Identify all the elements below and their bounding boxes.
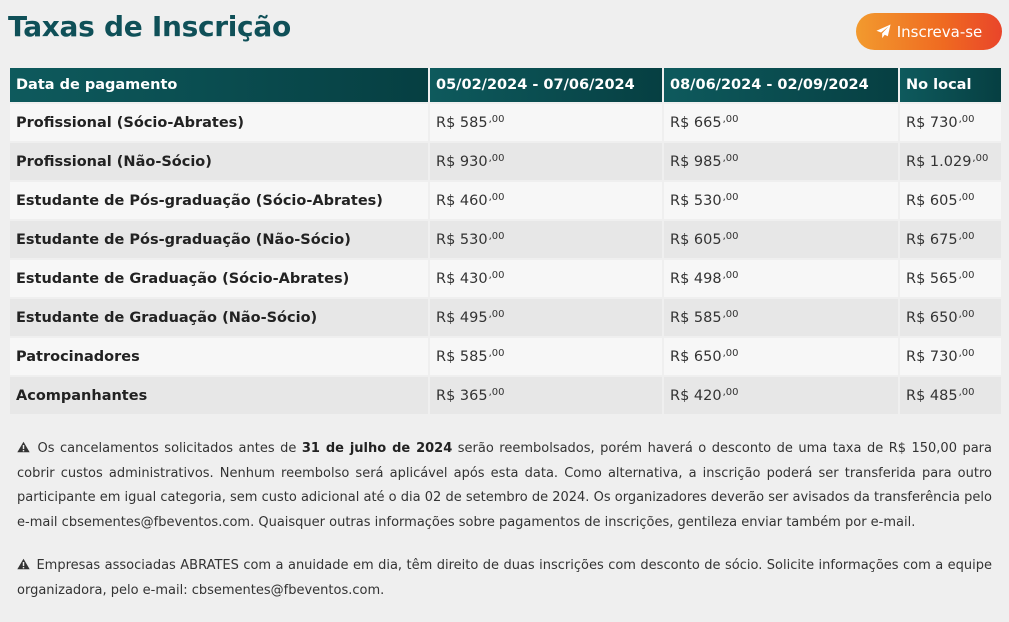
- price-cell: [900, 260, 1001, 297]
- price-cell: [664, 299, 898, 336]
- price-cell: [664, 221, 898, 258]
- price-cents: ,00: [958, 192, 975, 203]
- price-cents: ,00: [972, 153, 989, 164]
- price-cents: ,00: [722, 387, 739, 398]
- price-value: R$ 1.029: [906, 154, 972, 170]
- price-cell: [900, 143, 1001, 180]
- price-cell: [430, 377, 662, 414]
- category-cell: Estudante de Pós-graduação (Não-Sócio): [10, 221, 428, 258]
- price-cell: [900, 377, 1001, 414]
- price-cents: ,00: [722, 114, 739, 125]
- table-header-row: [10, 68, 1001, 102]
- price-value: R$ 675: [906, 232, 958, 248]
- price-value: R$ 485: [906, 388, 958, 404]
- table-row: [10, 104, 1001, 141]
- price-cell: [664, 377, 898, 414]
- price-value: R$ 420: [670, 388, 722, 404]
- category-cell: Patrocinadores: [10, 338, 428, 375]
- price-cell: [430, 221, 662, 258]
- price-value: R$ 530: [670, 193, 722, 209]
- price-cents: ,00: [958, 387, 975, 398]
- category-cell: Estudante de Pós-graduação (Sócio-Abrates): [10, 182, 428, 219]
- price-value: R$ 730: [906, 349, 958, 365]
- price-cents: ,00: [488, 387, 505, 398]
- price-cell: [664, 260, 898, 297]
- price-cents: ,00: [958, 309, 975, 320]
- table-row: [10, 143, 1001, 180]
- price-value: R$ 498: [670, 271, 722, 287]
- price-cents: ,00: [488, 231, 505, 242]
- cancellation-note: [17, 437, 992, 535]
- price-cents: ,00: [958, 348, 975, 359]
- price-cell: [430, 104, 662, 141]
- price-value: R$ 665: [670, 115, 722, 131]
- register-button-label: Inscreva-se: [896, 22, 983, 41]
- price-cents: ,00: [958, 114, 975, 125]
- table-row: [10, 221, 1001, 258]
- price-cents: ,00: [958, 270, 975, 281]
- price-cell: [664, 338, 898, 375]
- price-value: R$ 605: [906, 193, 958, 209]
- table-row: [10, 338, 1001, 375]
- price-cents: ,00: [488, 192, 505, 203]
- price-value: R$ 585: [436, 349, 488, 365]
- price-cents: ,00: [722, 153, 739, 164]
- register-button[interactable]: [856, 13, 1002, 50]
- price-value: R$ 530: [436, 232, 488, 248]
- price-cell: [664, 143, 898, 180]
- price-cell: [430, 299, 662, 336]
- price-cents: ,00: [488, 114, 505, 125]
- price-value: R$ 365: [436, 388, 488, 404]
- price-value: R$ 460: [436, 193, 488, 209]
- price-cell: [664, 182, 898, 219]
- table-header-cell: 05/02/2024 - 07/06/2024: [430, 68, 662, 102]
- price-value: R$ 605: [670, 232, 722, 248]
- fees-table: [8, 66, 1003, 416]
- price-cell: [430, 338, 662, 375]
- price-value: R$ 585: [670, 310, 722, 326]
- price-value: R$ 650: [906, 310, 958, 326]
- table-row: [10, 182, 1001, 219]
- table-row: [10, 377, 1001, 414]
- price-cents: ,00: [722, 231, 739, 242]
- price-cell: [430, 143, 662, 180]
- category-cell: Estudante de Graduação (Sócio-Abrates): [10, 260, 428, 297]
- price-cell: [900, 299, 1001, 336]
- notes-section: [17, 437, 992, 622]
- price-cell: [664, 104, 898, 141]
- cancellation-deadline: 31 de julho de 2024: [301, 441, 453, 456]
- warning-icon: [17, 558, 30, 570]
- price-cents: ,00: [722, 309, 739, 320]
- category-cell: Profissional (Não-Sócio): [10, 143, 428, 180]
- price-value: R$ 985: [670, 154, 722, 170]
- warning-icon: [17, 441, 30, 453]
- price-cents: ,00: [722, 192, 739, 203]
- price-cell: [900, 104, 1001, 141]
- price-value: R$ 565: [906, 271, 958, 287]
- page-title: Taxas de Inscrição: [8, 10, 291, 43]
- price-cents: ,00: [722, 348, 739, 359]
- category-cell: Acompanhantes: [10, 377, 428, 414]
- price-cents: ,00: [722, 270, 739, 281]
- price-cell: [900, 182, 1001, 219]
- price-cell: [430, 260, 662, 297]
- category-cell: Profissional (Sócio-Abrates): [10, 104, 428, 141]
- table-header-cell: No local: [900, 68, 1001, 102]
- price-cents: ,00: [488, 270, 505, 281]
- paper-plane-icon: [876, 24, 891, 39]
- price-cents: ,00: [488, 348, 505, 359]
- price-value: R$ 730: [906, 115, 958, 131]
- cancellation-text-start: Os cancelamentos solicitados antes de: [37, 441, 302, 456]
- price-cell: [430, 182, 662, 219]
- price-cents: ,00: [488, 153, 505, 164]
- companies-text: Empresas associadas ABRATES com a anuidade em dia, têm direito de duas inscrições com desconto de sócio. Solicite informações com a equipe organizadora, pelo e-mail: cbsementes@fbeventos.com.: [17, 558, 992, 598]
- price-cents: ,00: [488, 309, 505, 320]
- price-value: R$ 930: [436, 154, 488, 170]
- table-header-cell: Data de pagamento: [10, 68, 428, 102]
- price-value: R$ 495: [436, 310, 488, 326]
- category-cell: Estudante de Graduação (Não-Sócio): [10, 299, 428, 336]
- table-row: [10, 260, 1001, 297]
- price-cell: [900, 221, 1001, 258]
- price-value: R$ 585: [436, 115, 488, 131]
- table-row: [10, 299, 1001, 336]
- price-value: R$ 430: [436, 271, 488, 287]
- cancellation-text-end: serão reembolsados, porém haverá o desconto de uma taxa de R$ 150,00 para cobrir custos administrativos. Nenhum reembolso será aplicável após esta data. Como alternativa, a inscrição poderá ser transferida para outro participante em igual categoria, sem custo adicional até o dia 02 de setembro de 2024. Os organizadores deverão ser avisados da transferência pelo e-mail cbsementes@fbeventos.com. Quaisquer outras informações sobre pagamentos de inscrições, gentileza enviar também por e-mail.: [17, 441, 992, 530]
- table-header-cell: 08/06/2024 - 02/09/2024: [664, 68, 898, 102]
- price-cell: [900, 338, 1001, 375]
- price-value: R$ 650: [670, 349, 722, 365]
- price-cents: ,00: [958, 231, 975, 242]
